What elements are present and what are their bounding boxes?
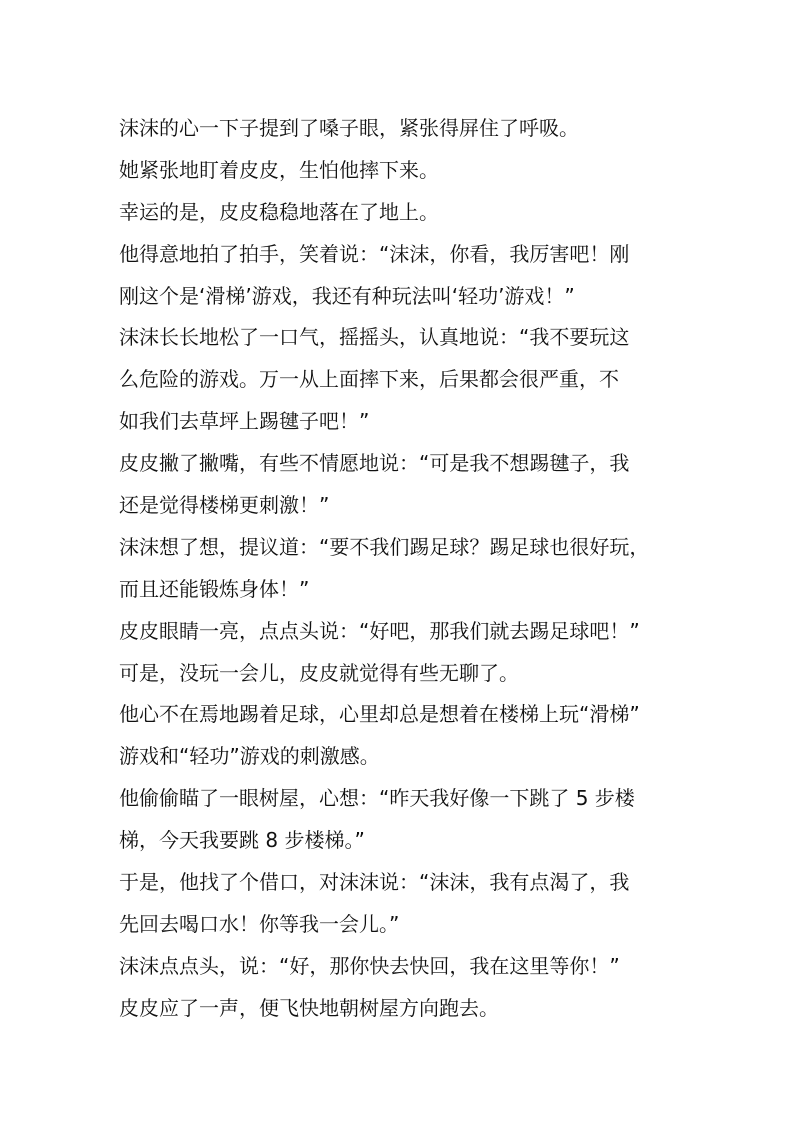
text-line: 皮皮应了一声，便飞快地朝树屋方向跑去。 [119,995,499,1020]
text-line: 皮皮眼睛一亮，点点头说：“好吧，那我们就去踢足球吧！” [119,618,640,643]
text-line: 沫沫点点头，说：“好，那你快去快回，我在这里等你！” [119,953,620,978]
text-line: 先回去喝口水！你等我一会儿。” [119,911,400,936]
text-line: 而且还能锻炼身体！” [119,576,310,601]
text-line: 游戏和“轻功”游戏的刺激感。 [119,744,380,769]
text-line: 她紧张地盯着皮皮，生怕他摔下来。 [119,157,439,182]
text-line: 沫沫想了想，提议道：“要不我们踢足球？踢足球也很好玩， [119,534,650,559]
text-line: 于是，他找了个借口，对沫沫说：“沫沫，我有点渴了，我 [119,870,630,895]
text-line: 他心不在焉地踢着足球，心里却总是想着在楼梯上玩“滑梯” [119,702,640,727]
text-line: 可是，没玩一会儿，皮皮就觉得有些无聊了。 [119,660,519,685]
text-line: 刚这个是‘滑梯’游戏，我还有种玩法叫‘轻功’游戏！” [119,283,575,308]
text-line: 他得意地拍了拍手，笑着说：“沫沫，你看，我厉害吧！刚 [119,241,630,266]
text-line: 如我们去草坪上踢毽子吧！” [119,409,370,434]
text-line: 还是觉得楼梯更刺激！” [119,493,330,518]
text-line: 么危险的游戏。万一从上面摔下来，后果都会很严重，不 [119,367,619,392]
text-line: 沫沫长长地松了一口气，摇摇头，认真地说：“我不要玩这 [119,325,630,350]
text-line: 梯，今天我要跳 8 步楼梯。” [119,828,365,853]
text-line: 沫沫的心一下子提到了嗓子眼，紧张得屏住了呼吸。 [119,116,579,140]
story-text [119,108,691,1030]
text-line: 皮皮撇了撇嘴，有些不情愿地说：“可是我不想踢毽子，我 [119,451,630,476]
text-line: 幸运的是，皮皮稳稳地落在了地上。 [119,199,439,224]
text-line: 他偷偷瞄了一眼树屋，心想：“昨天我好像一下跳了 5 步楼 [119,786,635,811]
